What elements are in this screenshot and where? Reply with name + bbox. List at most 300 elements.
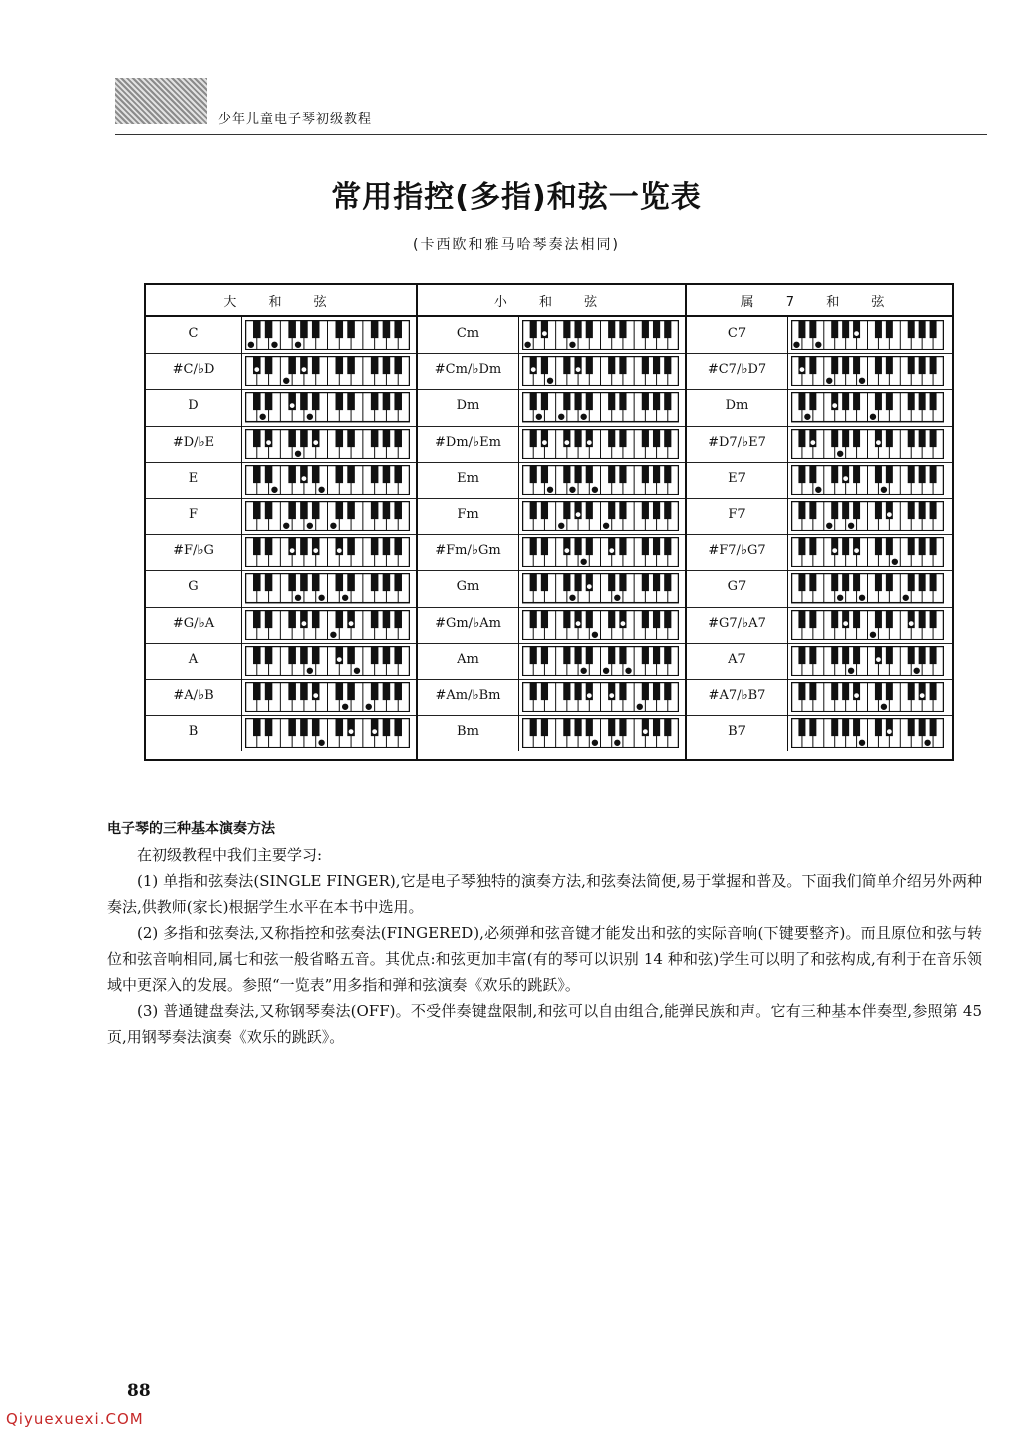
keyboard-diagram	[522, 718, 679, 748]
black-key	[563, 682, 570, 700]
chord-tone-dot	[581, 559, 587, 565]
chord-name: #A7/♭B7	[708, 688, 766, 703]
row-divider	[418, 679, 687, 680]
chord-name: #Am/♭Bm	[435, 688, 501, 703]
keyboard-diagram	[791, 646, 944, 676]
chord-tone-dot	[805, 414, 811, 420]
keyboard-diagram	[791, 356, 944, 386]
black-key	[919, 646, 926, 664]
black-key	[312, 573, 320, 591]
page-subtitle: (卡西欧和雅马哈琴奏法相同)	[413, 237, 620, 253]
black-key	[586, 501, 593, 519]
black-key	[288, 429, 296, 447]
black-key	[253, 392, 261, 410]
chord-tone-dot	[331, 523, 337, 529]
black-key	[300, 429, 308, 447]
black-key	[930, 501, 937, 519]
keyboard-diagram	[522, 610, 679, 640]
black-key	[265, 537, 273, 555]
black-key	[853, 429, 860, 447]
black-key	[574, 429, 581, 447]
black-key	[642, 610, 649, 628]
black-key	[336, 682, 344, 700]
paragraph-off: (3) 普通键盘奏法,又称钢琴奏法(OFF)。不受伴奏键盘限制,和弦可以自由组合,能弹民族和声。它有三种基本伴奏型,参照第 45 页,用钢琴奏法演奏《欢乐的跳跃》。	[107, 1002, 982, 1046]
black-key	[265, 573, 273, 591]
black-key	[541, 537, 548, 555]
chord-tone-dot	[564, 439, 570, 445]
black-key	[265, 320, 273, 338]
black-key	[288, 573, 296, 591]
row-divider	[146, 534, 418, 535]
chord-name: A7	[728, 651, 746, 667]
black-key	[347, 501, 355, 519]
black-key	[336, 718, 344, 736]
black-key	[371, 537, 379, 555]
black-key	[919, 392, 926, 410]
black-key	[530, 682, 537, 700]
black-key	[371, 465, 379, 483]
chord-tone-dot	[342, 704, 348, 710]
chord-tone-dot	[558, 523, 564, 529]
black-key	[608, 501, 615, 519]
chord-tone-dot	[837, 451, 843, 457]
black-key	[842, 429, 849, 447]
black-key	[253, 320, 261, 338]
chord-column-0	[146, 285, 418, 759]
black-key	[908, 320, 915, 338]
black-key	[288, 718, 296, 736]
chord-name: D	[188, 398, 199, 414]
label-divider	[241, 317, 242, 751]
label-divider	[787, 317, 788, 751]
black-key	[383, 718, 391, 736]
chord-tone-dot	[832, 403, 838, 409]
chord-name: Am	[457, 651, 479, 667]
chord-tone-dot	[547, 378, 553, 384]
black-key	[798, 429, 805, 447]
black-key	[541, 465, 548, 483]
black-key	[336, 501, 344, 519]
black-key	[265, 465, 273, 483]
chord-tone-dot	[586, 439, 592, 445]
chord-name: #Cm/♭Dm	[434, 362, 502, 378]
black-key	[608, 356, 615, 374]
chord-tone-dot	[832, 548, 838, 554]
black-key	[664, 646, 671, 664]
black-key	[642, 682, 649, 700]
book-title: 少年儿童电子琴初级教程	[218, 112, 373, 127]
chord-tone-dot	[307, 414, 313, 420]
black-key	[886, 320, 893, 338]
chord-tone-dot	[319, 740, 325, 746]
black-key	[347, 320, 355, 338]
chord-tone-dot	[848, 668, 854, 674]
keyboard-diagram	[791, 320, 944, 350]
black-key	[347, 392, 355, 410]
black-key	[541, 501, 548, 519]
row-divider	[687, 389, 952, 390]
row-divider	[146, 643, 418, 644]
row-divider	[687, 353, 952, 354]
black-key	[842, 320, 849, 338]
black-key	[541, 718, 548, 736]
keyboard-diagram	[791, 682, 944, 712]
keyboard-diagram	[245, 465, 410, 495]
black-key	[831, 682, 838, 700]
black-key	[253, 465, 261, 483]
black-key	[371, 429, 379, 447]
black-key	[574, 392, 581, 410]
chord-name: F7	[728, 507, 746, 522]
chord-name: C7	[727, 326, 747, 341]
black-key	[608, 718, 615, 736]
keyboard-diagram	[522, 429, 679, 459]
keyboard-diagram	[245, 392, 410, 422]
chord-tone-dot	[295, 342, 301, 348]
black-key	[300, 501, 308, 519]
chord-tone-dot	[887, 729, 893, 735]
page-number: 88	[127, 1381, 151, 1401]
chord-tone-dot	[854, 331, 860, 337]
black-key	[563, 646, 570, 664]
chord-tone-dot	[903, 595, 909, 601]
chord-tone-dot	[586, 584, 592, 590]
black-key	[288, 356, 296, 374]
black-key	[875, 682, 882, 700]
row-divider	[418, 462, 687, 463]
black-key	[300, 320, 308, 338]
black-key	[563, 392, 570, 410]
black-key	[653, 646, 660, 664]
chord-tone-dot	[319, 487, 325, 493]
black-key	[530, 501, 537, 519]
black-key	[383, 646, 391, 664]
black-key	[919, 429, 926, 447]
chord-tone-dot	[307, 668, 313, 674]
black-key	[930, 682, 937, 700]
chord-name: #A/♭B	[173, 688, 214, 703]
black-key	[288, 682, 296, 700]
black-key	[574, 646, 581, 664]
black-key	[253, 682, 261, 700]
black-key	[312, 320, 320, 338]
black-key	[394, 429, 402, 447]
header-logo	[115, 78, 207, 124]
black-key	[875, 392, 882, 410]
chord-tone-dot	[620, 620, 626, 626]
chord-name: #Gm/♭Am	[435, 615, 501, 631]
keyboard-diagram	[245, 320, 410, 350]
keyboard-diagram	[245, 573, 410, 603]
watermark: Qiyuexuexi.COM	[6, 1410, 144, 1428]
black-key	[394, 537, 402, 555]
chord-tone-dot	[575, 367, 581, 373]
paragraph-intro: 在初级教程中我们主要学习:	[137, 846, 323, 864]
black-key	[798, 392, 805, 410]
chord-tone-dot	[536, 414, 542, 420]
black-key	[541, 610, 548, 628]
black-key	[563, 465, 570, 483]
black-key	[831, 465, 838, 483]
black-key	[842, 682, 849, 700]
black-key	[574, 320, 581, 338]
row-divider	[687, 643, 952, 644]
chord-tone-dot	[248, 342, 254, 348]
chord-tone-dot	[570, 595, 576, 601]
black-key	[530, 320, 537, 338]
black-key	[875, 356, 882, 374]
black-key	[853, 465, 860, 483]
black-key	[394, 682, 402, 700]
chord-tone-dot	[870, 632, 876, 638]
black-key	[930, 573, 937, 591]
black-key	[919, 537, 926, 555]
black-key	[253, 573, 261, 591]
row-divider	[146, 498, 418, 499]
black-key	[930, 320, 937, 338]
black-key	[798, 320, 805, 338]
black-key	[541, 682, 548, 700]
chord-tone-dot	[254, 367, 260, 373]
chord-tone-dot	[289, 403, 295, 409]
black-key	[563, 501, 570, 519]
black-key	[288, 465, 296, 483]
chord-name: Bm	[457, 724, 479, 740]
chord-name: Dm	[456, 398, 480, 414]
black-key	[300, 718, 308, 736]
chord-name: #F/♭G	[173, 543, 214, 559]
chord-tone-dot	[859, 378, 865, 384]
row-divider	[418, 353, 687, 354]
black-key	[383, 573, 391, 591]
keyboard-diagram	[791, 465, 944, 495]
row-divider	[418, 534, 687, 535]
keyboard-diagram	[522, 392, 679, 422]
black-key	[530, 610, 537, 628]
chord-name: B	[188, 724, 199, 740]
chord-tone-dot	[272, 487, 278, 493]
black-key	[312, 465, 320, 483]
chord-tone-dot	[331, 632, 337, 638]
paragraph-fingered: (2) 多指和弦奏法,又称指控和弦奏法(FINGERED),必须弹和弦音键才能发出和弦的实际音响(下键要整齐)。而且原位和弦与转位和弦音响相同,属七和弦一般省略五音。其优点:和弦更加丰富(有的琴可以识别 14 种和弦)学生可以明了和弦构成,有利于在音乐领域中更深入的发展。参照“一览表”用多指和弹和弦演奏《欢乐的跳跃》。	[107, 924, 982, 994]
black-key	[530, 429, 537, 447]
black-key	[300, 682, 308, 700]
black-key	[831, 320, 838, 338]
chord-tone-dot	[542, 331, 548, 337]
keyboard-diagram	[245, 682, 410, 712]
black-key	[288, 646, 296, 664]
black-key	[875, 718, 882, 736]
chord-tone-dot	[307, 523, 313, 529]
black-key	[664, 320, 671, 338]
paragraph-single-finger: (1) 单指和弦奏法(SINGLE FINGER),它是电子琴独特的演奏方法,和弦奏法简便,易于掌握和普及。下面我们简单介绍另外两种奏法,供教师(家长)根据学生水平在本书中选用。	[107, 872, 982, 916]
black-key	[642, 465, 649, 483]
chord-tone-dot	[881, 487, 887, 493]
black-key	[842, 573, 849, 591]
black-key	[312, 392, 320, 410]
black-key	[300, 537, 308, 555]
black-key	[265, 610, 273, 628]
chord-tone-dot	[272, 342, 278, 348]
black-key	[347, 646, 355, 664]
chord-tone-dot	[283, 523, 289, 529]
black-key	[336, 610, 344, 628]
black-key	[853, 356, 860, 374]
keyboard-diagram	[791, 537, 944, 567]
black-key	[586, 465, 593, 483]
chord-name: #F7/♭G7	[708, 543, 766, 559]
black-key	[394, 392, 402, 410]
black-key	[642, 573, 649, 591]
black-key	[908, 465, 915, 483]
keyboard-diagram	[245, 429, 410, 459]
black-key	[253, 718, 261, 736]
black-key	[664, 537, 671, 555]
chord-tone-dot	[843, 476, 849, 482]
black-key	[908, 429, 915, 447]
chord-name: G7	[727, 579, 747, 595]
chord-tone-dot	[859, 740, 865, 746]
chord-tone-dot	[615, 740, 621, 746]
column-heading: 小 和 弦	[418, 285, 687, 317]
chord-tone-dot	[887, 512, 893, 518]
section-body	[107, 842, 982, 1050]
black-key	[608, 573, 615, 591]
black-key	[842, 356, 849, 374]
black-key	[265, 682, 273, 700]
black-key	[642, 646, 649, 664]
black-key	[619, 682, 626, 700]
black-key	[809, 465, 816, 483]
chord-tone-dot	[558, 414, 564, 420]
black-key	[930, 610, 937, 628]
black-key	[586, 646, 593, 664]
row-divider	[418, 607, 687, 608]
chord-name: Dm	[725, 398, 749, 414]
chord-tone-dot	[799, 367, 805, 373]
chord-tone-dot	[892, 559, 898, 565]
chord-name: Gm	[456, 579, 480, 595]
black-key	[394, 465, 402, 483]
black-key	[541, 646, 548, 664]
black-key	[809, 501, 816, 519]
black-key	[930, 465, 937, 483]
chord-name: E7	[728, 470, 746, 486]
chord-tone-dot	[530, 367, 536, 373]
black-key	[619, 356, 626, 374]
keyboard-diagram	[791, 392, 944, 422]
black-key	[586, 356, 593, 374]
row-divider	[146, 462, 418, 463]
chord-tone-dot	[354, 668, 360, 674]
black-key	[371, 682, 379, 700]
black-key	[394, 718, 402, 736]
column-separator	[416, 285, 418, 759]
black-key	[371, 356, 379, 374]
chord-tone-dot	[301, 476, 307, 482]
black-key	[383, 356, 391, 374]
chord-tone-dot	[637, 704, 643, 710]
black-key	[919, 356, 926, 374]
keyboard-diagram	[522, 646, 679, 676]
black-key	[919, 610, 926, 628]
black-key	[336, 320, 344, 338]
black-key	[563, 356, 570, 374]
black-key	[798, 718, 805, 736]
chord-tone-dot	[348, 620, 354, 626]
black-key	[586, 537, 593, 555]
black-key	[336, 392, 344, 410]
chord-tone-dot	[301, 367, 307, 373]
black-key	[530, 573, 537, 591]
black-key	[642, 392, 649, 410]
black-key	[842, 718, 849, 736]
chord-tone-dot	[586, 693, 592, 699]
chord-name: #Dm/♭Em	[435, 434, 501, 450]
black-key	[664, 573, 671, 591]
black-key	[394, 646, 402, 664]
black-key	[253, 537, 261, 555]
black-key	[853, 646, 860, 664]
chord-tone-dot	[859, 595, 865, 601]
black-key	[265, 501, 273, 519]
black-key	[831, 429, 838, 447]
black-key	[608, 610, 615, 628]
row-divider	[687, 462, 952, 463]
black-key	[908, 682, 915, 700]
black-key	[619, 718, 626, 736]
black-key	[642, 537, 649, 555]
black-key	[809, 682, 816, 700]
chord-tone-dot	[925, 740, 931, 746]
chord-tone-dot	[914, 668, 920, 674]
row-divider	[146, 353, 418, 354]
black-key	[842, 646, 849, 664]
black-key	[586, 392, 593, 410]
black-key	[312, 356, 320, 374]
black-key	[809, 573, 816, 591]
keyboard-diagram	[791, 429, 944, 459]
chord-column-1	[418, 285, 687, 759]
black-key	[798, 682, 805, 700]
black-key	[619, 392, 626, 410]
black-key	[664, 718, 671, 736]
black-key	[300, 573, 308, 591]
chord-tone-dot	[592, 740, 598, 746]
chord-name: #C/♭D	[172, 362, 215, 378]
keyboard-diagram	[522, 537, 679, 567]
row-divider	[146, 389, 418, 390]
black-key	[908, 501, 915, 519]
black-key	[919, 465, 926, 483]
chord-tone-dot	[525, 342, 531, 348]
chord-name: #G/♭A	[172, 615, 215, 631]
black-key	[642, 429, 649, 447]
keyboard-diagram	[522, 501, 679, 531]
black-key	[619, 320, 626, 338]
black-key	[809, 320, 816, 338]
chord-name: #D7/♭E7	[708, 434, 766, 450]
chord-tone-dot	[826, 378, 832, 384]
chord-tone-dot	[908, 620, 914, 626]
row-divider	[418, 643, 687, 644]
keyboard-diagram	[245, 501, 410, 531]
keyboard-diagram	[522, 465, 679, 495]
row-divider	[687, 534, 952, 535]
chord-tone-dot	[336, 657, 342, 663]
black-key	[653, 356, 660, 374]
chord-tone-dot	[295, 451, 301, 457]
